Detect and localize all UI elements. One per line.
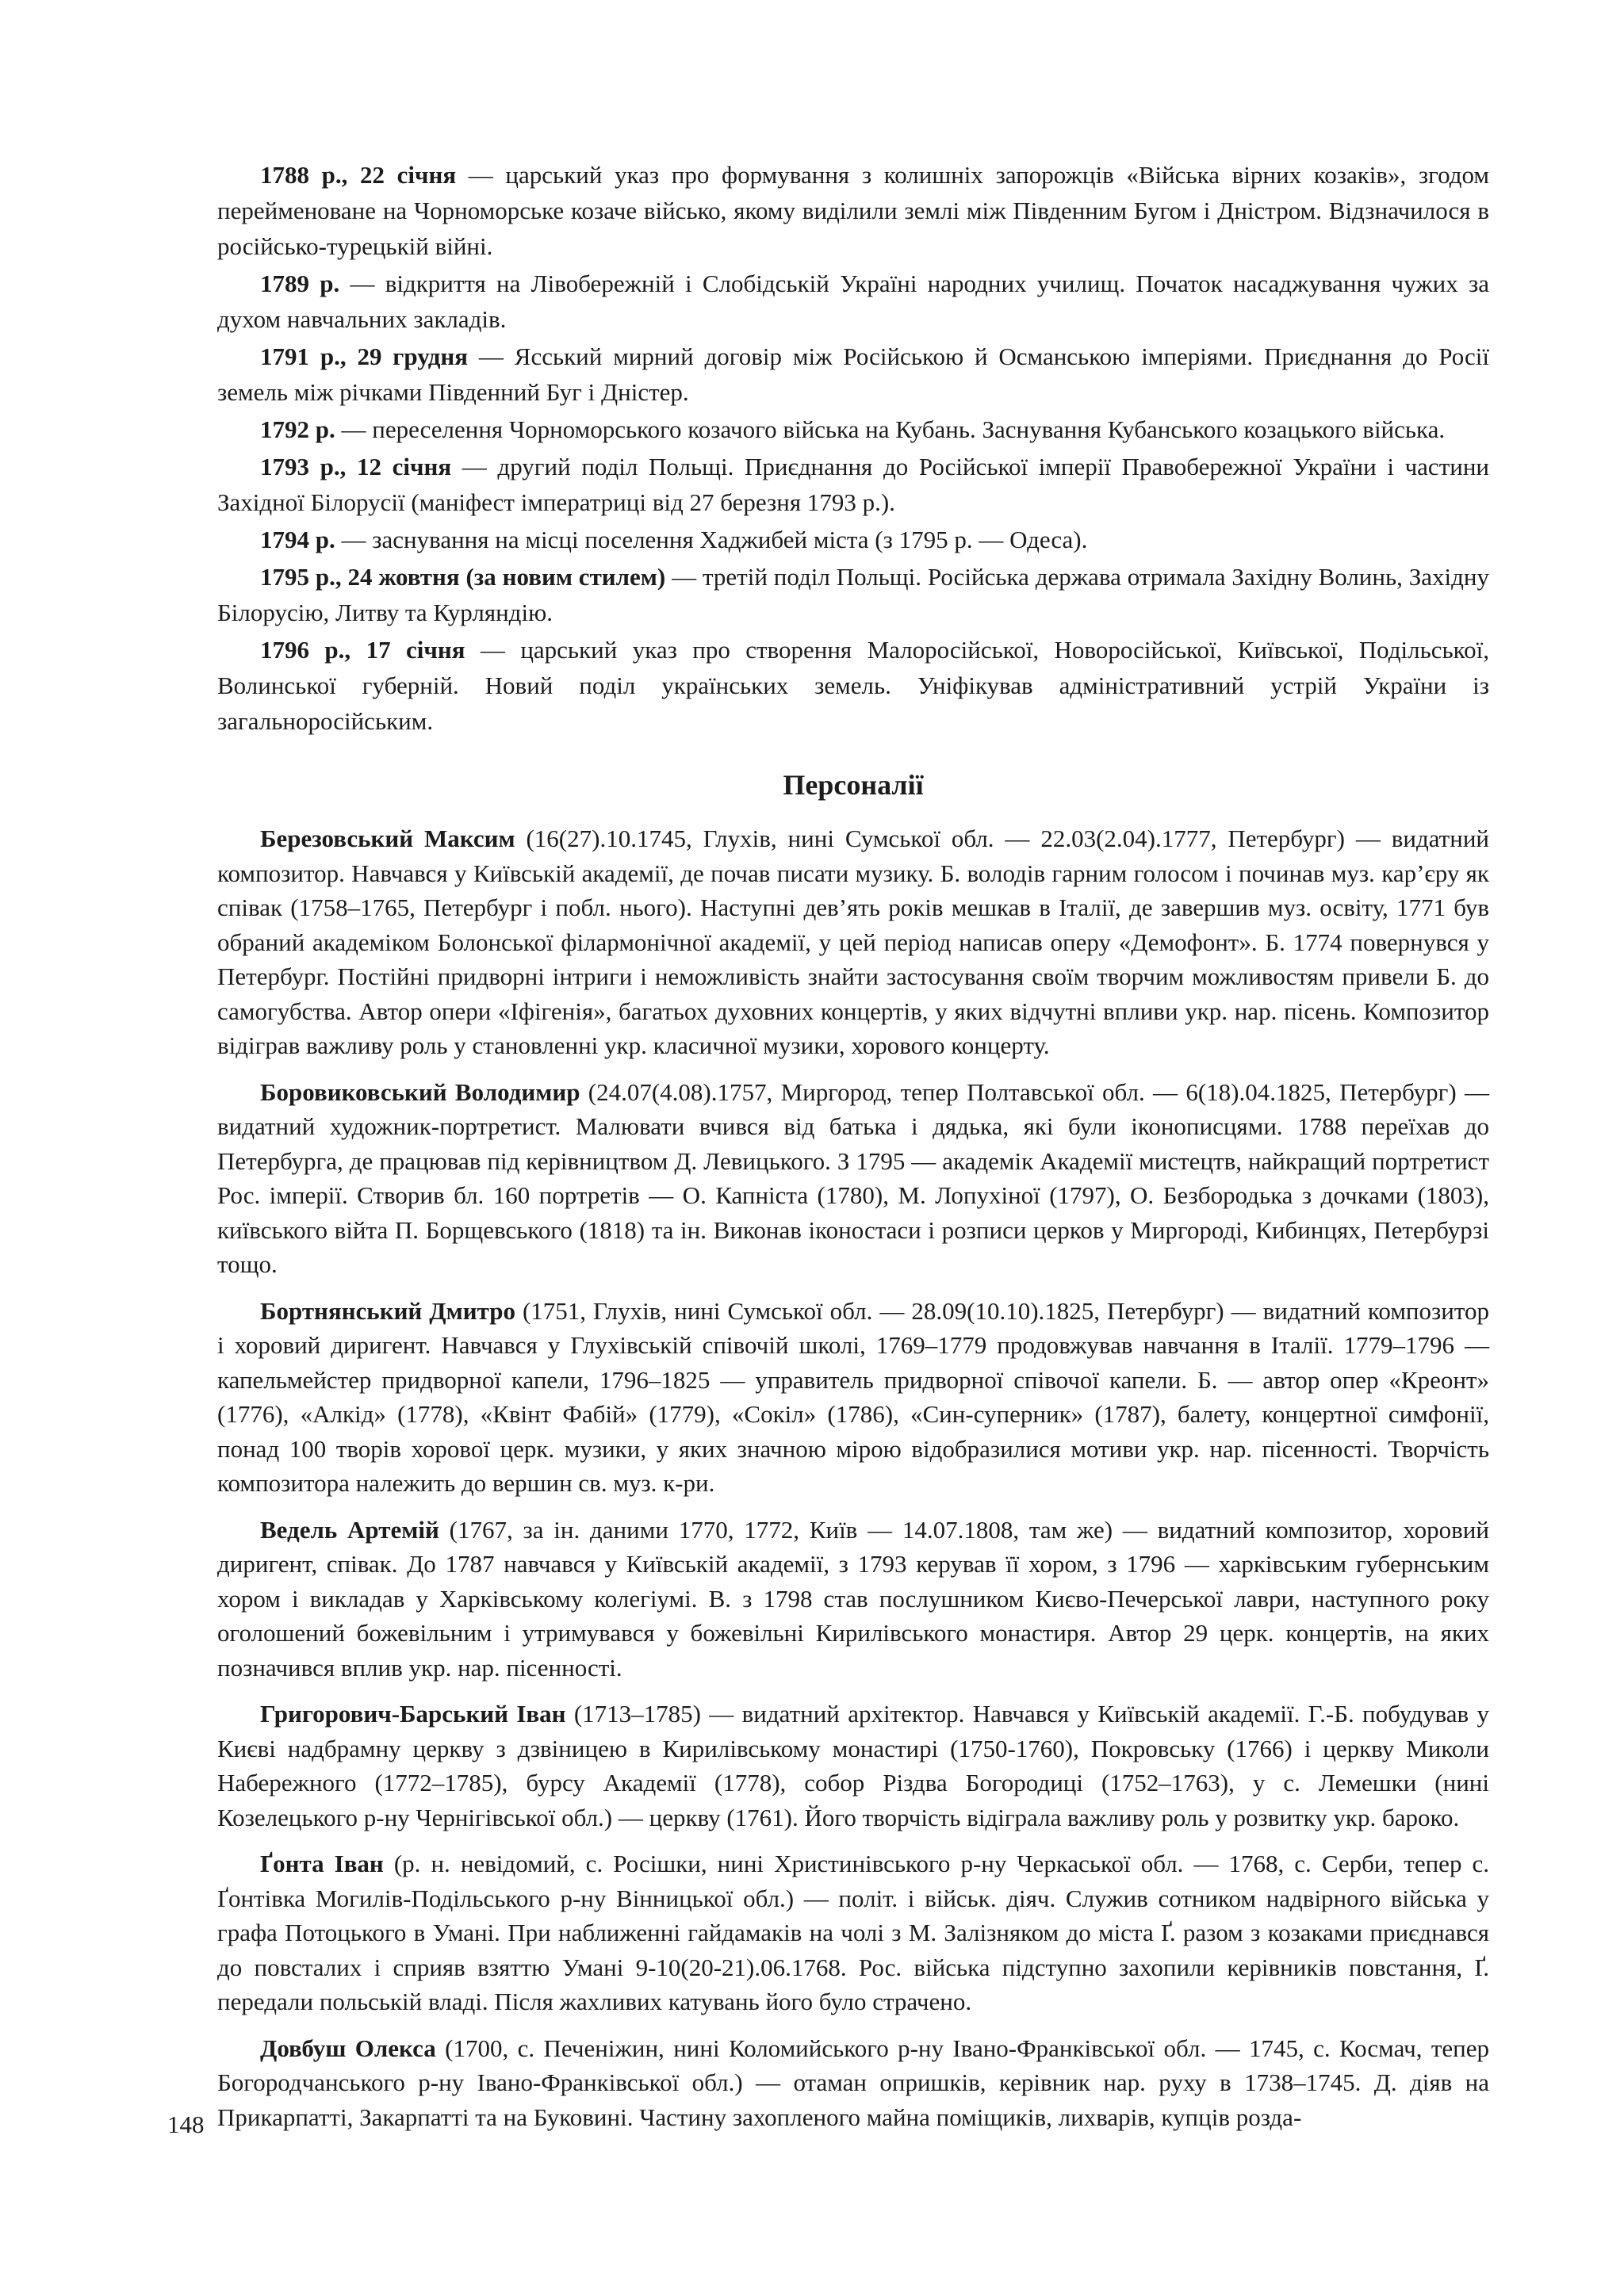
person-name: Боровиковський Володимир (260, 1077, 580, 1106)
person-entry (217, 1075, 1489, 1282)
person-text: (1767, за ін. даними 1770, 1772, Київ — 14.07.1808, там же) — видатний композитор, хоровий диригент, співак. До 1787 навчався у Київській академії, з 1793 керував її хором, з 1796 — харківським губернським хором і викладав у Харківському колегіумі. В. з 1798 став послушником Києво-Печерської лаври, наступного року оголошений божевільним і утримувався у божевільні Кирилівського монастиря. Автор 29 церк. концертів, на яких позначився вплив укр. нар. пісенності. (217, 1515, 1489, 1682)
person-name: Березовський Максим (260, 825, 515, 852)
chronology-entry (217, 522, 1489, 557)
persons-list (217, 821, 1489, 2134)
chronology-date: 1791 р., 29 грудня (260, 342, 469, 370)
chronology-entry (217, 157, 1489, 264)
person-text: (1751, Глухів, нині Сумської обл. — 28.09(10.10).1825, Петербург) — видатний композитор і хоровий диригент. Навчався у Глухівській співочій школі, 1769–1779 продовжував навчання в Італії. 1779–1796 — капельмейстер придворної капели, 1796–1825 — управитель придворної співочої капели. Б. — автор опер «Креонт» (1776), «Алкід» (1778), «Квінт Фабій» (1779), «Сокіл» (1786), «Син-суперник» (1787), балету, концертної симфонії, понад 100 творів хорової церк. музики, у яких значною мірою відобразилися мотиви укр. нар. пісенності. Творчість композитора належить до вершин св. муз. к-ри. (217, 1296, 1489, 1497)
section-title: Персоналії (783, 769, 924, 801)
chronology-entry (217, 632, 1489, 739)
person-text: (24.07(4.08).1757, Миргород, тепер Полтавської обл. — 6(18).04.1825, Петербург) — видатний художник-портретист. Малювати вчився від батька і дядька, які були іконописцями. 1788 переїхав до Петербурга, де працював під керівництвом Д. Левицького. З 1795 — академік Академії мистецтв, найкращий портретист Рос. імперії. Створив бл. 160 портретів — О. Капніста (1780), М. Лопухіної (1797), О. Безбородька з дочками (1803), київського війта П. Борщевського (1818) та ін. Виконав іконостаси і розписи церков у Миргороді, Кибинцях, Петербурзі тощо. (217, 1077, 1489, 1278)
chronology-text: — переселення Чорноморського козачого війська на Кубань. Заснування Кубанського козацького війська. (335, 415, 1446, 443)
chronology-date: 1788 р., 22 січня (260, 161, 457, 189)
chronology-text: — відкриття на Лівобережній і Слобідській Україні народних училищ. Початок насаджування чужих за духом навчальних закладів. (217, 270, 1489, 333)
person-entry (217, 1294, 1489, 1501)
chronology-text: — третій поділ Польщі. Російська держава отримала Західну Волинь, Західну Білорусію, Литву та Курляндію. (217, 563, 1490, 626)
person-text: (1713–1785) — видатний архітектор. Навчався у Київській академії. Г.-Б. побудував у Києві надбрамну церкву з дзвіницею в Кирилівському монастирі (1750-1760), Покровську (1766) і церкву Миколи Набережного (1772–1785), бурсу Академії (1778), собор Різдва Богородиці (1752–1763), у с. Лемешки (нині Козелецького р-ну Чернігівської обл.) — церкву (1761). Його творчість відіграла важливу роль у розвитку укр. бароко. (217, 1700, 1489, 1831)
chronology-date: 1794 р. (260, 526, 335, 553)
chronology-date: 1796 р., 17 січня (260, 636, 465, 664)
chronology-date: 1795 р., 24 жовтня (за новим стилем) (260, 563, 666, 591)
person-text: (16(27).10.1745, Глухів, нині Сумської обл. — 22.03(2.04).1777, Петербург) — видатний композитор. Навчався у Київській академії, де почав писати музику. Б. володів гарним голосом і починав муз. кар’єру як співак (1758–1765, Петербург і побл. нього). Наступні дев’ять років мешкав в Італії, де завершив муз. освіту, 1771 був обраний академіком Болонської філармонічної академії, у цей період написав оперу «Демофонт». Б. 1774 повернувся у Петербург. Постійні придворні інтриги і неможливість знайти застосування своїм творчим можливостям привели Б. до самогубства. Автор опери «Іфігенія», багатьох духовних концертів, у яких відчутні впливи укр. нар. пісень. Композитор відіграв важливу роль у становленні укр. класичної музики, хорового концерту. (217, 825, 1489, 1059)
chronology-text: — другий поділ Польщі. Приєднання до Російської імперії Правобережної України і частини Західної Білорусії (маніфест імператриці від 27 березня 1793 р.). (217, 453, 1490, 516)
chronology-date: 1792 р. (260, 415, 335, 443)
person-name: Бортнянський Дмитро (260, 1296, 515, 1325)
chronology-date: 1793 р., 12 січня (260, 453, 452, 480)
chronology-entry (217, 559, 1489, 630)
person-text: (р. н. невідомий, с. Росішки, нині Христинівського р-ну Черкаської обл. — 1768, с. Серби, тепер с. Ґонтівка Могилів-Подільського р-ну Вінницької обл.) — політ. і військ. діяч. Служив сотником надвірного війська у графа Потоцького в Умані. При наближенні гайдамаків на чолі з М. Залізняком до міста Ґ. разом з козаками приєднався до повсталих і сприяв взяттю Умані 9-10(20-21).06.1768. Рос. війська підступно захопили керівників повстання, Ґ. передали польській владі. Після жахливих катувань його було страчено. (217, 1850, 1489, 2015)
person-name: Довбуш Олекса (260, 2034, 436, 2062)
page-body (217, 157, 1489, 2134)
person-name: Ведель Артемій (260, 1515, 439, 1544)
page-number: 148 (167, 2110, 205, 2138)
person-name: Ґонта Іван (260, 1850, 384, 1877)
person-entry (217, 1697, 1489, 1835)
chronology-list (217, 157, 1489, 739)
chronology-entry (217, 266, 1489, 337)
person-entry (217, 1846, 1489, 2019)
chronology-entry (217, 449, 1489, 520)
chronology-text: — заснування на місці поселення Хаджибей міста (з 1795 р. — Одеса). (335, 526, 1088, 553)
person-entry (217, 1513, 1489, 1686)
person-name: Григорович-Барський Іван (260, 1700, 566, 1728)
chronology-entry (217, 339, 1489, 410)
chronology-text: — Ясський мирний договір між Російською й Османською імперіями. Приєднання до Росії земель між річками Південний Буг і Дністер. (217, 342, 1489, 406)
chronology-date: 1789 р. (260, 270, 340, 297)
person-entry (217, 2031, 1489, 2135)
person-text: (1700, с. Печеніжин, нині Коломийського р-ну Івано-Франківської обл. — 1745, с. Космач, тепер Богородчанського р-ну Івано-Франківської обл.) — отаман опришків, керівник нар. руху в 1738–1745. Д. діяв на Прикарпатті, Закарпатті та на Буковині. Частину захопленого майна поміщиків, лихварів, купців розда- (217, 2034, 1489, 2131)
chronology-entry (217, 411, 1489, 447)
person-entry (217, 821, 1489, 1063)
chronology-text: — царський указ про створення Малоросійської, Новоросійської, Київської, Подільської, Волинської губерній. Новий поділ українських земель. Уніфікував адміністративний устрій України із загальноросійським. (217, 636, 1489, 735)
chronology-text: — царський указ про формування з колишніх запорожців «Війська вірних козаків», згодом перейменоване на Чорноморське козаче військо, якому виділили землі між Південним Бугом і Дністром. Відзначилося в російсько-турецькій війні. (217, 161, 1489, 260)
